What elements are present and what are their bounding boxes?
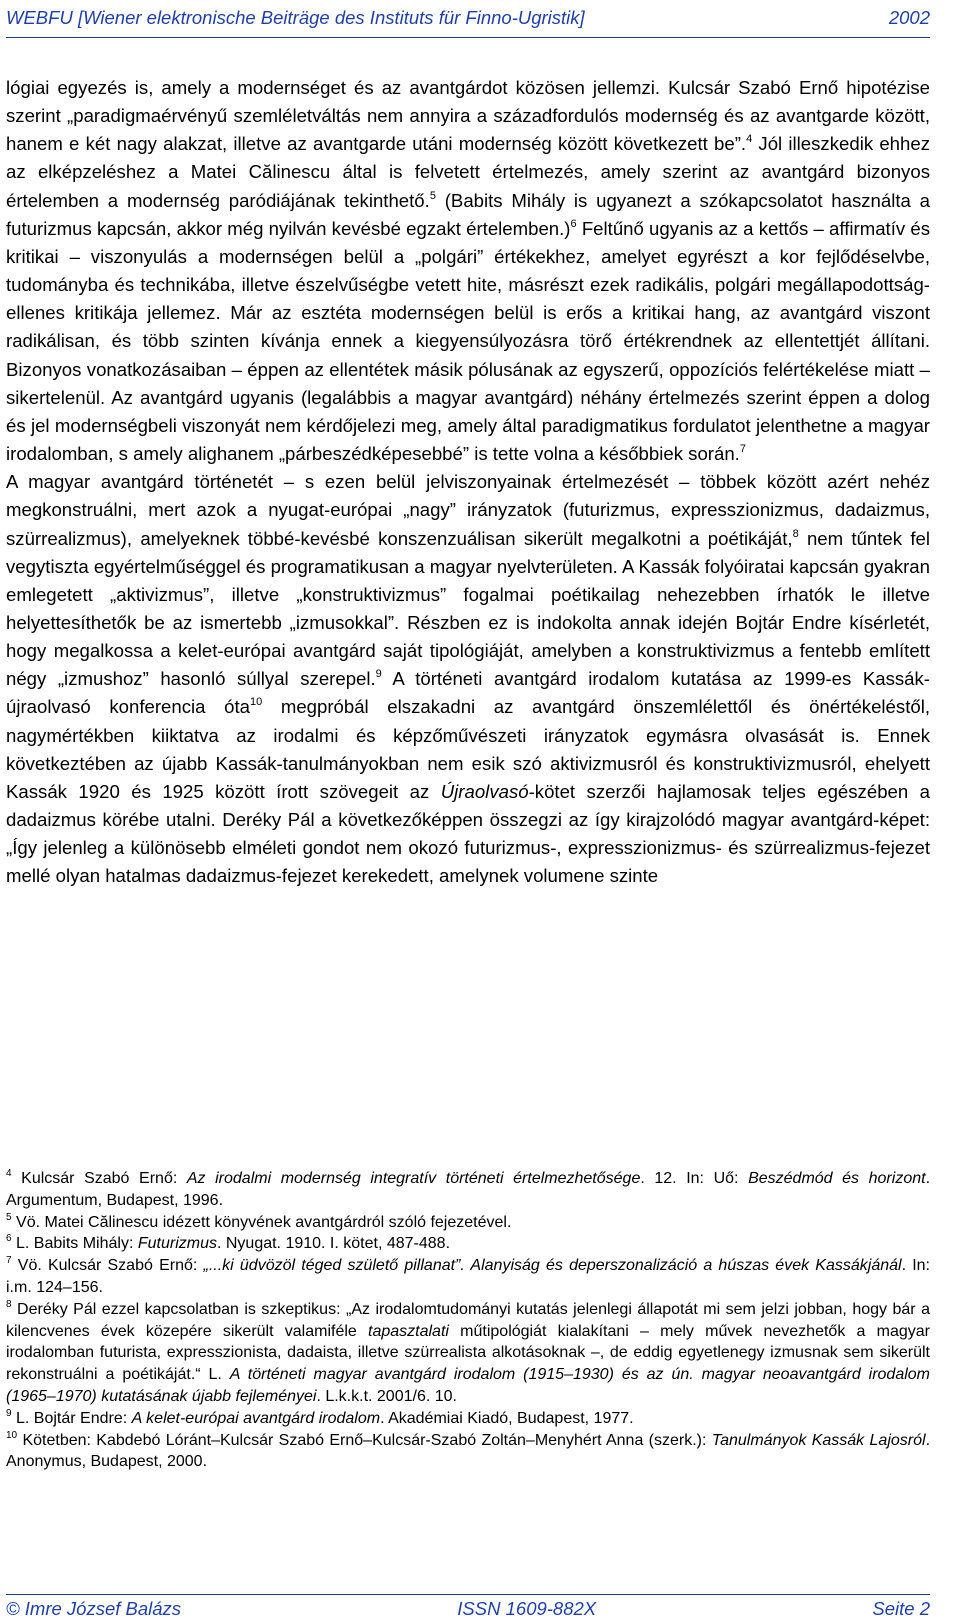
page-footer (6, 1598, 930, 1620)
footnote-ref-4[interactable]: 4 (746, 133, 753, 146)
footnote-ref-7[interactable]: 7 (739, 443, 746, 456)
footnote-5: $^5$ Vö. Matei Călinescu idézett könyvének avantgárdról szóló fejezetével. (6, 1211, 512, 1231)
copyright-author: © Imre József Balázs (6, 1598, 182, 1619)
footnote-ref-5[interactable]: 5 (429, 189, 436, 202)
paragraph-2: A magyar avantgárd történetét – s ezen belül jelviszonyainak értelmezését – többek között azért nehéz megkonstruálni, mert azok a nyugat-európai „nagy” irányzatok (futurizmus, expresszionizmus, dadaizmus, szürrealizmus), amelyeknek többé-kevésbé konszenzuálisan sikerült megalkotni a poétikáját,$^8$ nem tűntek fel vegytiszta egyértelműséggel és programatikusan a magyar nyelvterületen. A Kassák folyóiratai kapcsán gyakran emlegetett „aktivizmus”, illetve „konstruktivizmus” fogalmai poétikailag nehezebben írhatók le illetve helyettesíthetők be az ismertebb „izmusokkal”. Részben ez is indokolta annak idején Bojtár Endre kísérletét, hogy megalkossa a kelet-európai avantgárd saját tipológiáját, amelyben a konstruktivizmus a fentebb említett négy „izmushoz” hasonló súllyal szerepel.$^9$ A történeti avantgárd irodalom kutatása az 1999-es Kassák-újraolvasó konferencia óta$^{10}$ megpróbál elszakadni az avantgárd önszemlélettől és önértékeléstől, nagymértékben kiiktatva az irodalmi és képzőművészeti irányzatok egymásra olvasását is. Ennek következtében az újabb Kassák-tanulmányokban nem esik szó aktivizmusról és konstruktivizmusról, ehelyett Kassák 1920 és 1925 között írott szövegeit az Újraolvasó-kötet szerzői hajlamosak teljes egészében a dadaizmus körébe utalni. Deréky Pál a következőképpen összegzi az így kirajzolódó magyar avantgárd-képet: „Így jelenleg a különösebb elméleti gondot nem okozó futurizmus-, expresszionizmus- és szürrealizmus-fejezet mellé olyan hatalmas dadaizmus-fejezet kerekedett, amelynek volumene szinte (6, 471, 931, 887)
footnote-10: $^{10}$ Kötetben: Kabdebó Lóránt–Kulcsár Szabó Ernő–Kulcsár-Szabó Zoltán–Menyhért Anna (szerk.): Tanulmányok Kassák Lajosról. Anonymus, Budapest, 2000. (6, 1429, 931, 1471)
article-body (6, 74, 930, 891)
footer-rule (6, 1594, 930, 1595)
footnote-ref-8[interactable]: 8 (792, 527, 799, 540)
journal-title: WEBFU [Wiener elektronische Beiträge des Instituts für Finno-Ugristik] (6, 7, 585, 28)
footnote-ref-10[interactable]: 10 (249, 696, 263, 709)
footnote-7: $^7$ Vö. Kulcsár Szabó Ernő: „...ki üdvözöl téged születő pillanat”. Alanyiság és deperszonalizáció a húszas évek Kassákjánál. In: i.m. 124–156. (6, 1255, 931, 1296)
footnote-9: $^9$ L. Bojtár Endre: A kelet-európai avantgárd irodalom. Akadémiai Kiadó, Budapest, 1977. (6, 1407, 634, 1427)
footnote-ref-9[interactable]: 9 (375, 668, 382, 681)
footnotes (6, 1168, 930, 1473)
header-rule (6, 37, 930, 38)
issn-number: ISSN 1609-882X (457, 1598, 597, 1619)
page-number: Seite 2 (872, 1598, 930, 1619)
publication-year: 2002 (888, 7, 930, 28)
footnote-8: $^8$ Deréky Pál ezzel kapcsolatban is szkeptikus: „Az irodalomtudományi kutatás jelenlegi állapotát mi sem jelzi jobban, hogy bár a kilencvenes évek közepére sikerült valamiféle tapasztalati műtipológiát kialakítani – mely művek nevezhetők a magyar irodalomban futurista, expresszionista, dadaista, illetve szürrealista alkotásoknak –, de eddig egyetlenegy izmusnak sem sikerült rekonstruálni a poétikáját.“ L. A történeti magyar avantgárd irodalom (1915–1930) és az ún. magyar neoavantgárd irodalom (1965–1970) kutatásának újabb fejleményei. L.k.k.t. 2001/6. 10. (6, 1298, 931, 1405)
footnote-6: $^6$ L. Babits Mihály: Futurizmus. Nyugat. 1910. I. kötet, 487-488. (6, 1233, 451, 1253)
footnote-ref-6[interactable]: 6 (570, 217, 577, 230)
book-title-ujraolvaso: Újraolvasó (440, 780, 529, 802)
paragraph-1: lógiai egyezés is, amely a modernséget és az avantgárdot közösen jellemzi. Kulcsár Szabó Ernő hipotézise szerint „paradigmaérvényű szemléletváltás nem annyira a századfordulós modernség és az avantgarde között, hanem e két nagy alakzat, illetve az avantgarde utáni modernség között következett be”.$^4$ Jól illeszkedik ehhez az elképzeléshez a Matei Călinescu által is felvetett értelmezés, amely szerint az avantgárd bizonyos értelemben a modernség paródiájának tekinthető.$^5$ (Babits Mihály is ugyanezt a szókapcsolatot használta a futurizmus kapcsán, akkor még nyilván kevésbé egzakt értelemben.)$^6$ Feltűnő ugyanis az a kettős – affirmatív és kritikai – viszonyulás a modernségen belül a „polgári” értékekhez, amelyet egyrészt a kor fejlődéselvbe, tudományba és technikába, illetve észelvűségbe vetett hite, másrészt ezek radikális, polgári megállapodottság-ellenes kritikája jellemez. Már az esztéta modernségen belül is erős a kritikai hang, az avantgárd viszont radikálisan, és több szinten kívánja ennek a kiegyensúlyozásra törő értékrendnek az ellentettjét állítani. Bizonyos vonatkozásaiban – éppen az ellentétek másik pólusának az egyszerű, oppozíciós felértékelése miatt – sikertelenül. Az avantgárd ugyanis (legalábbis a magyar avantgárd) néhány értelmezés szerint éppen a dolog és jel modernségbeli viszonyát nem kérdőjelezi meg, amely által paradigmatikus fordulatot jelenthetne a magyar irodalomban, s amely alighanem „párbeszédképesebbé” is tette volna a későbbiek során.$^7$ (6, 77, 930, 465)
footnote-4: $^4$ Kulcsár Szabó Ernő: Az irodalmi modernség integratív történeti értelmezhetősége. 12. In: Uő: Beszédmód és horizont. Argumentum, Budapest, 1996. (6, 1168, 931, 1209)
page-header (6, 0, 930, 36)
